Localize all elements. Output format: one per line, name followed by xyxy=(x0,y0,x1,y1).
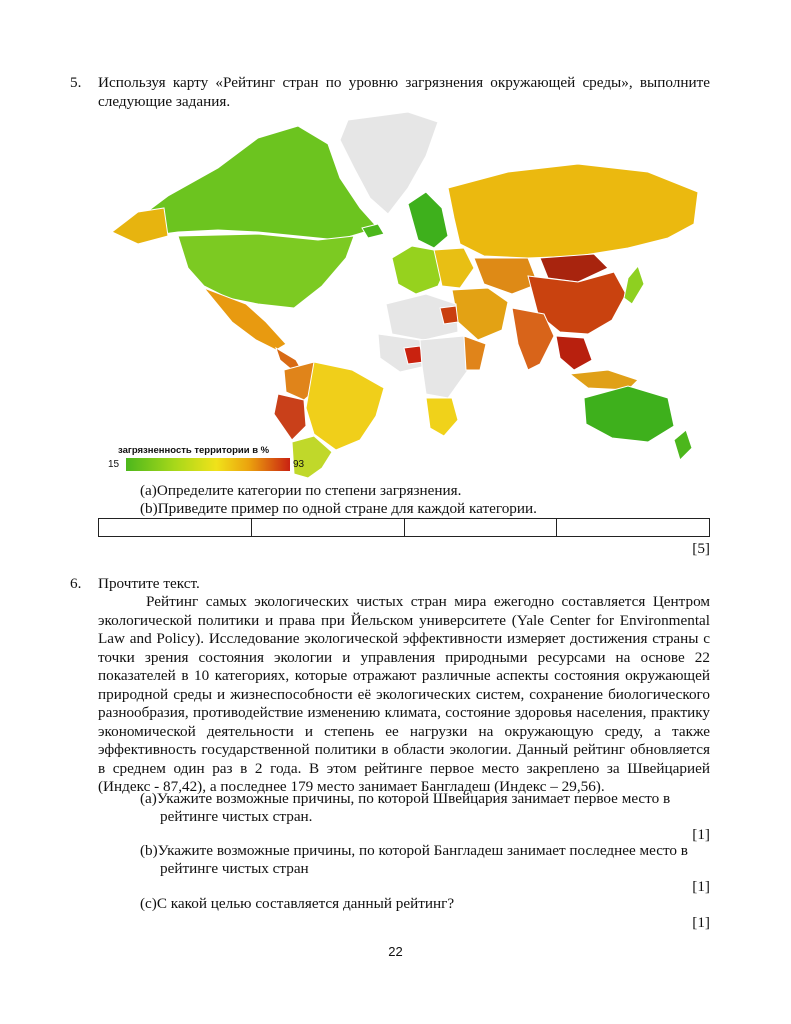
q6-task-a-line2: рейтинге чистых стран. xyxy=(160,808,313,825)
answer-cell-4[interactable] xyxy=(557,519,710,537)
answer-cell-1[interactable] xyxy=(99,519,252,537)
q6-task-a-line1: Укажите возможные причины, по которой Швейцария занимает первое место в xyxy=(156,790,671,807)
question-6-number: 6. xyxy=(70,575,82,592)
map-legend-min: 15 xyxy=(108,459,120,470)
map-legend-max: 93 xyxy=(293,459,305,470)
q5-task-b-label: (b) xyxy=(140,500,158,517)
scandinavia-region xyxy=(408,192,448,248)
middle-east-region xyxy=(452,288,508,340)
q5-task-a-text: Определите категории по степени загрязнения. xyxy=(156,482,462,499)
answer-cell-2[interactable] xyxy=(251,519,404,537)
q5-task-a-label: (a) xyxy=(140,482,157,499)
answer-table-row xyxy=(99,519,710,537)
answer-table xyxy=(98,518,710,537)
new-zealand-region xyxy=(674,430,692,460)
q6-task-b-mark: [1] xyxy=(692,878,710,895)
world-pollution-map xyxy=(108,108,718,480)
q6-task-c-label: (c) xyxy=(140,895,157,912)
q5-task-b-text: Приведите пример по одной стране для каждой категории. xyxy=(157,500,537,517)
southern-africa-region xyxy=(426,398,458,436)
q5-task-b xyxy=(140,500,537,518)
australia-region xyxy=(584,386,674,442)
question-6-intro: Прочтите текст. xyxy=(98,575,200,592)
brazil-region xyxy=(306,362,384,450)
page-number: 22 xyxy=(388,944,403,959)
q6-task-c-mark: [1] xyxy=(692,914,710,931)
russia-region xyxy=(448,164,698,258)
southeast-asia-region xyxy=(556,336,592,370)
q6-task-b-line1: Укажите возможные причины, по которой Бангладеш занимает последнее место в xyxy=(157,842,688,859)
question-5-text: Используя карту «Рейтинг стран по уровню загрязнения окружающей среды», выполните следующие задания. xyxy=(98,74,710,110)
usa-region xyxy=(178,234,354,308)
q5-mark: [5] xyxy=(692,540,710,557)
map-legend-title: загрязненность территории в % xyxy=(118,445,270,456)
q6-task-b-line2: рейтинге чистых стран xyxy=(160,860,309,877)
q6-task-c-line1: С какой целью составляется данный рейтинг? xyxy=(156,895,455,912)
q6-task-a-label: (a) xyxy=(140,790,157,807)
q5-task-a xyxy=(140,482,461,500)
alaska-region xyxy=(112,208,168,244)
answer-cell-3[interactable] xyxy=(404,519,557,537)
q6-task-a xyxy=(140,790,710,808)
east-africa-region xyxy=(464,336,486,370)
question-5-number: 5. xyxy=(70,74,82,91)
q6-task-b xyxy=(140,842,710,860)
q6-task-c xyxy=(140,895,454,913)
central-africa-region xyxy=(420,336,468,398)
map-legend-gradient xyxy=(126,458,290,471)
q6-task-a-mark: [1] xyxy=(692,826,710,843)
q6-task-b-label: (b) xyxy=(140,842,158,859)
japan-region xyxy=(624,266,644,304)
question-6-passage: Рейтинг самых экологических чистых стран мира ежегодно составляется Центром экологической политики и права при Йельском университете (Yale Center for Environmental Law and Policy). Исследование экологической эффективности измеряет достижения страны с точки зрения состояния экологии и управления природными ресурсами на основе 22 показателей в 10 категориях, которые отражают различные аспекты состояния окружающей природной среды и жизнеспособности её экологических систем, сохранение биологического разнообразия, противодействие изменению климата, состояние здоровья населения, практику экономической деятельности и степень ее нагрузки на окружающую среду, а также эффективность государственной политики в области экологии. Данный рейтинг обновляется в среднем один раз в 2 года. В этом рейтинге первое место закреплено за Швейцарией (Индекс - 87,42), а последнее 179 место занимает Бангладеш (Индекс – 29,56). xyxy=(98,593,710,795)
peru-region xyxy=(274,394,306,440)
